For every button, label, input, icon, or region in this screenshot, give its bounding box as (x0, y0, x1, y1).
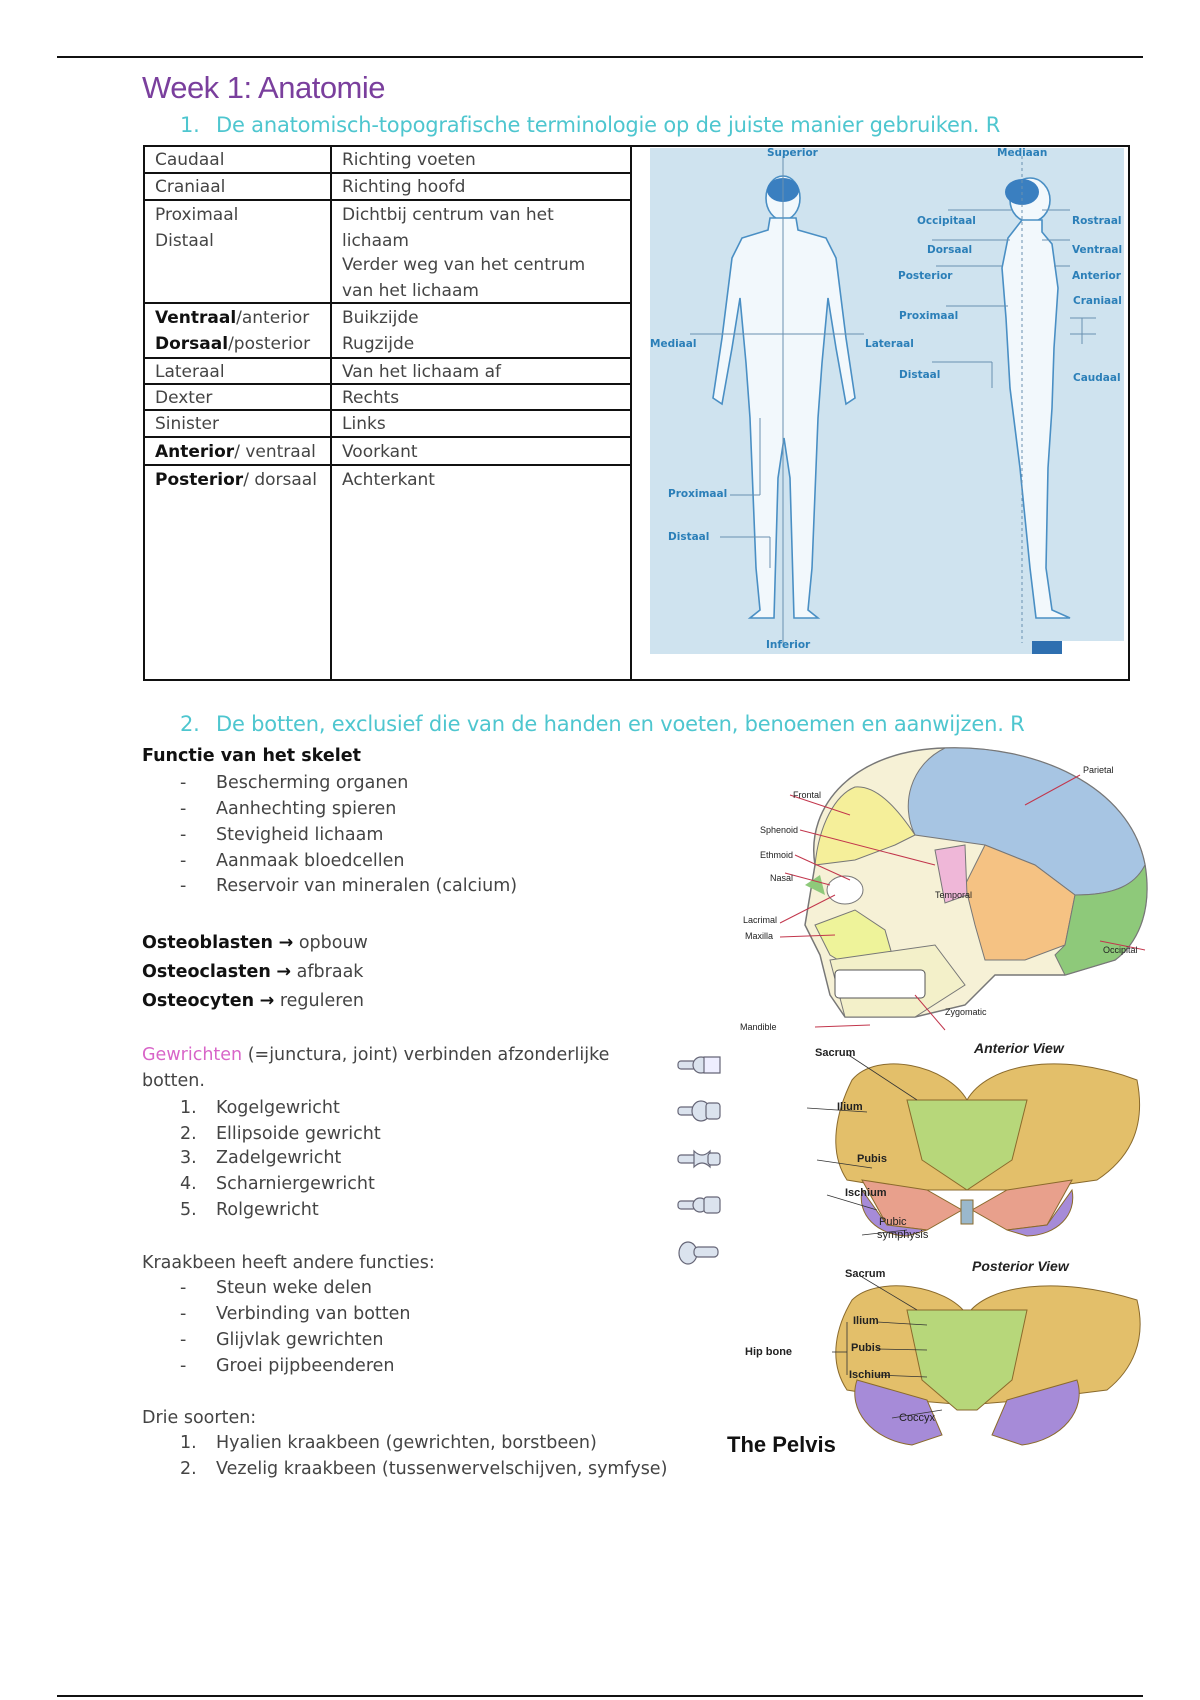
pelvis-label-symphysis: symphysis (877, 1229, 929, 1241)
list-item: - Groei pijpbeenderen (180, 1356, 395, 1376)
term-rest: /posterior (228, 334, 311, 354)
term-cell: Caudaal (155, 150, 225, 170)
skull-illustration (735, 745, 1170, 1037)
label-superior: Superior (767, 148, 818, 159)
term-cell: Distaal (155, 231, 214, 251)
pelvis-label-sacrum-post: Sacrum (845, 1268, 886, 1280)
list-item: - Verbinding van botten (180, 1304, 411, 1324)
ball-joint-icon (678, 1057, 720, 1073)
term-cell (155, 468, 317, 492)
term-rest: /anterior (236, 308, 310, 328)
pelvis-label-pubis: Pubis (857, 1153, 887, 1165)
joint-icons-drawing (676, 1055, 726, 1285)
label-mediaal: Mediaal (650, 338, 697, 350)
list-item: - Aanmaak bloedcellen (180, 851, 405, 871)
skull-label-sphenoid: Sphenoid (760, 825, 799, 835)
list-item: 2. Ellipsoide gewricht (180, 1124, 381, 1144)
pivot-joint-icon (679, 1242, 718, 1264)
label-distaal-side: Distaal (899, 369, 941, 381)
list-item: - Aanhechting spieren (180, 799, 397, 819)
pelvis-label-pubic: Pubic (879, 1216, 907, 1228)
list-item: - Stevigheid lichaam (180, 825, 384, 845)
section-1-heading (180, 113, 1000, 137)
term-cell: Lateraal (155, 362, 225, 382)
pelvis-anterior-view: Anterior View (974, 1040, 1064, 1056)
term-cell (155, 306, 309, 330)
list-item: - Reservoir van mineralen (calcium) (180, 876, 518, 896)
term-cell: Sinister (155, 414, 219, 434)
section-2-heading (180, 712, 1025, 736)
definition-cell: van het lichaam (342, 281, 479, 301)
page-title: Week 1: Anatomie (142, 70, 386, 105)
section-2-number: 2. (180, 712, 200, 736)
list-item: 2. Vezelig kraakbeen (tussenwervelschijven, symfyse) (180, 1459, 668, 1479)
skull-label-ethmoid: Ethmoid (760, 850, 794, 860)
body-directions-figure (650, 148, 1124, 654)
bone-cell-line: Osteocyten → reguleren (142, 991, 364, 1011)
term-cell: Dexter (155, 388, 213, 408)
term-bold: Dorsaal (155, 334, 229, 354)
label-anterior: Anterior (1072, 270, 1121, 282)
definition-cell: Dichtbij centrum van het (342, 205, 554, 225)
skull-label-maxilla: Maxilla (745, 931, 774, 941)
definition-cell: Richting hoofd (342, 177, 466, 197)
definition-cell: Links (342, 414, 386, 434)
joints-intro: Gewrichten (=junctura, joint) verbinden afzonderlijke (142, 1045, 610, 1065)
term-cell: Proximaal (155, 205, 239, 225)
label-inferior: Inferior (766, 639, 811, 651)
pelvis-illustration (727, 1040, 1170, 1470)
pelvis-label-coccyx: Coccyx (899, 1412, 936, 1424)
skull-label-nasal: Nasal (770, 873, 794, 883)
list-item: 5. Rolgewricht (180, 1200, 319, 1220)
term-cell (155, 332, 310, 356)
label-mediaan: Mediaan (997, 148, 1048, 159)
term-cell: Craniaal (155, 177, 226, 197)
hinge-joint-icon (678, 1197, 720, 1213)
section-1-number: 1. (180, 113, 200, 137)
definition-cell: Voorkant (342, 442, 418, 462)
skull-label-lacrimal: Lacrimal (743, 915, 778, 925)
pelvis-posterior-view: Posterior View (972, 1258, 1069, 1274)
list-item: - Bescherming organen (180, 773, 409, 793)
skull-label-parietal: Parietal (1083, 765, 1114, 775)
label-lateraal: Lateraal (865, 338, 914, 350)
list-item: 4. Scharniergewricht (180, 1174, 375, 1194)
cartilage-intro: Kraakbeen heeft andere functies: (142, 1253, 435, 1273)
skull-label-zygomatic: Zygomatic (945, 1007, 987, 1017)
saddle-joint-icon (678, 1151, 720, 1167)
list-item: 1. Kogelgewricht (180, 1098, 340, 1118)
top-rule (57, 56, 1143, 58)
pelvis-title: The Pelvis (727, 1432, 836, 1457)
definition-cell: Rechts (342, 388, 400, 408)
label-ventraal: Ventraal (1072, 244, 1123, 256)
term-rest: / ventraal (234, 442, 316, 462)
definition-cell: Achterkant (342, 470, 435, 490)
skull-label-mandible: Mandible (740, 1022, 777, 1032)
label-posterior: Posterior (898, 270, 953, 282)
label-dorsaal: Dorsaal (927, 244, 973, 256)
definition-cell: Rugzijde (342, 334, 415, 354)
section-2-text: De botten, exclusief die van de handen en voeten, benoemen en aanwijzen. R (216, 712, 1025, 736)
bone-cell-line: Osteoclasten → afbraak (142, 962, 364, 982)
list-item: 3. Zadelgewricht (180, 1148, 342, 1168)
definition-cell: Richting voeten (342, 150, 476, 170)
list-item: - Glijvlak gewrichten (180, 1330, 384, 1350)
term-bold: Posterior (155, 470, 244, 490)
pelvis-label-ischium: Ischium (845, 1187, 887, 1199)
term-cell (155, 440, 316, 464)
pelvis-label-ilium-post: Ilium (853, 1315, 879, 1327)
body-silhouettes (650, 148, 1124, 654)
pelvis-drawing (727, 1040, 1170, 1470)
types-intro: Drie soorten: (142, 1408, 257, 1428)
pelvis-label-ilium: Ilium (837, 1101, 863, 1113)
definition-cell: lichaam (342, 231, 409, 251)
pelvis-label-sacrum: Sacrum (815, 1047, 856, 1059)
pelvis-label-ischium-post: Ischium (849, 1369, 891, 1381)
joint-icons (676, 1055, 726, 1285)
section-1-text: De anatomisch-topografische terminologie op de juiste manier gebruiken. R (216, 113, 1001, 137)
list-item: 1. Hyalien kraakbeen (gewrichten, borstbeen) (180, 1433, 597, 1453)
skull-label-occipital: Occipital (1103, 945, 1138, 955)
label-rostraal: Rostraal (1072, 215, 1122, 227)
definition-cell: Verder weg van het centrum (342, 255, 586, 275)
ellipsoid-joint-icon (678, 1101, 720, 1121)
skeleton-heading: Functie van het skelet (142, 746, 361, 766)
definition-cell: Van het lichaam af (342, 362, 501, 382)
skull-label-frontal: Frontal (793, 790, 822, 800)
bone-cell-line: Osteoblasten → opbouw (142, 933, 368, 953)
label-proximaal-front: Proximaal (668, 488, 728, 500)
pelvis-label-pubis-post: Pubis (851, 1342, 881, 1354)
term-bold: Anterior (155, 442, 235, 462)
label-distaal-front: Distaal (668, 531, 710, 543)
joints-intro-line2: botten. (142, 1071, 205, 1091)
label-caudaal: Caudaal (1073, 372, 1121, 384)
pelvis-label-hip-bone: Hip bone (745, 1346, 793, 1358)
bottom-rule (57, 1695, 1143, 1697)
label-craniaal: Craniaal (1073, 295, 1122, 307)
list-item: - Steun weke delen (180, 1278, 372, 1298)
term-bold: Ventraal (155, 308, 237, 328)
definition-cell: Buikzijde (342, 308, 419, 328)
label-proximaal-side: Proximaal (899, 310, 959, 322)
term-rest: / dorsaal (243, 470, 317, 490)
skull-label-temporal: Temporal (935, 890, 973, 900)
label-occipitaal: Occipitaal (917, 215, 976, 227)
